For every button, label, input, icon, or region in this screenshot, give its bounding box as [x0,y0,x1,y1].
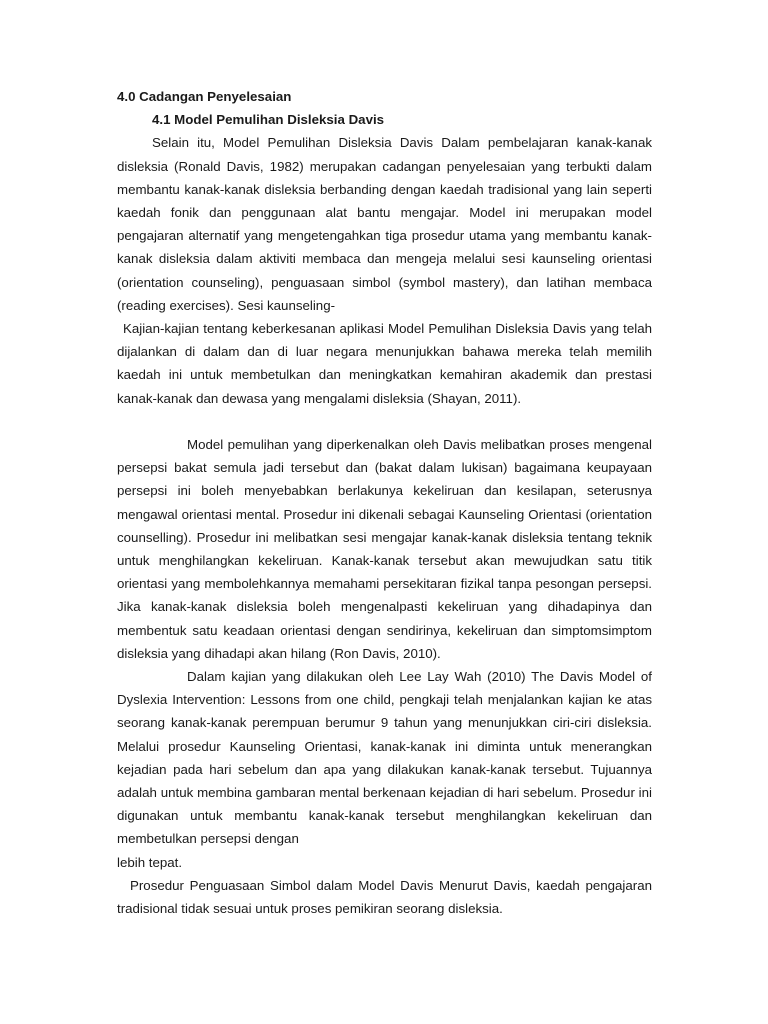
paragraph-lee-lay-wah-study: Dalam kajian yang dilakukan oleh Lee Lay Wah (2010) The Davis Model of Dyslexia Intervention: Lessons from one child, pengkaji telah menjalankan kajian ke atas seorang kanak-kanak perempuan berumur 9 tahun yang menunjukkan ciri-ciri disleksia. Melalui prosedur Kaunseling Orientasi, kanak-kanak ini diminta untuk menerangkan kejadian pada hari sebelum dan apa yang dilakukan kanak-kanak tersebut. Tujuannya adalah untuk membina gambaran mental berkenaan kejadian di hari sebelum. Prosedur ini digunakan untuk membantu kanak-kanak tersebut menghilangkan kekeliruan dan membetulkan persepsi dengan [117,669,652,847]
paragraph-symbol-mastery: Prosedur Penguasaan Simbol dalam Model Davis Menurut Davis, kaedah pengajaran tradisional tidak sesuai untuk proses pemikiran seorang disleksia. [117,877,652,917]
document-body [117,85,652,920]
paragraph-continuation: lebih tepat. [117,854,183,870]
paragraph-spacer [117,410,652,433]
subsection-heading: 4.1 Model Pemulihan Disleksia Davis [152,112,385,128]
paragraph-effectiveness-studies: Kajian-kajian tentang keberkesanan aplikasi Model Pemulihan Disleksia Davis yang telah dijalankan di dalam dan di luar negara menunjukkan bahawa mereka telah memilih kaedah ini untuk membetulkan dan meningkatkan kemahiran akademik dan prestasi kanak-kanak dan dewasa yang mengalami disleksia (Shayan, 2011). [117,321,652,406]
paragraph-davis-model-intro: Selain itu, Model Pemulihan Disleksia Davis Dalam pembelajaran kanak-kanak disleksia (Ronald Davis, 1982) merupakan cadangan penyelesaian yang terbukti dalam membantu kanak-kanak disleksia berbanding dengan kaedah tradisional yang lain seperti kaedah fonik dan penggunaan alat bantu mengajar. Model ini merupakan model pengajaran alternatif yang mengetengahkan tiga prosedur utama yang membantu kanak-kanak disleksia dalam aktiviti membaca dan mengeja melalui sesi kaunseling orientasi (orientation counseling), penguasaan simbol (symbol mastery), dan latihan membaca (reading exercises). Sesi kaunseling- [117,135,652,313]
section-heading: 4.0 Cadangan Penyelesaian [117,89,292,104]
paragraph-orientation-counselling: Model pemulihan yang diperkenalkan oleh Davis melibatkan proses mengenal persepsi bakat semula jadi tersebut dan (bakat dalam lukisan) bagaimana keupayaan persepsi ini boleh menyebabkan berlakunya kekeliruan dan kesilapan, seterusnya mengawal orientasi mental. Prosedur ini dikenali sebagai Kaunseling Orientasi (orientation counselling). Prosedur ini melibatkan sesi mengajar kanak-kanak disleksia tentang teknik untuk menghilangkan kekeliruan. Kanak-kanak tersebut akan mewujudkan satu titik orientasi yang membolehkannya memahami persekitaran fizikal tanpa pesongan persepsi. Jika kanak-kanak disleksia boleh mengenalpasti kekeliruan yang dihadapinya dan membentuk satu keadaan orientasi dengan sendirinya, kekeliruan dan simptomsimptom disleksia yang dihadapi akan hilang (Ron Davis, 2010). [117,437,652,661]
